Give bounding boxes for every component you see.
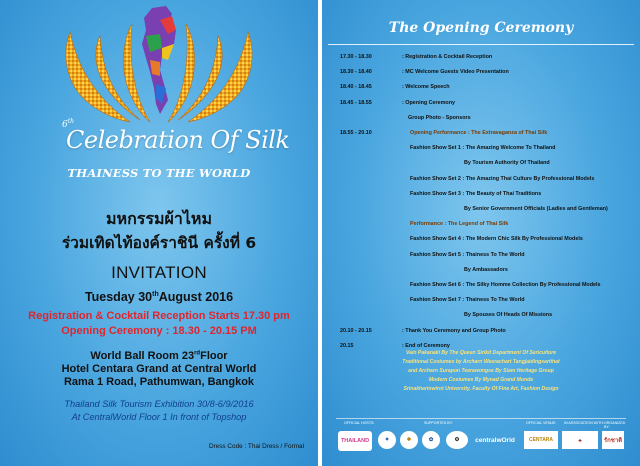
event-date: Tuesday 30thAugust 2016 xyxy=(84,290,234,304)
schedule-item-text: : The Silky Homme Collection By Professional Models xyxy=(462,282,601,288)
thailand-map-icon xyxy=(142,6,176,114)
schedule-item xyxy=(410,280,601,291)
schedule-item xyxy=(410,250,525,261)
schedule-item-text: : MC Welcome Guests Video Presentation xyxy=(402,69,509,76)
schedule-item xyxy=(402,67,509,78)
schedule-row xyxy=(322,52,640,63)
department-seal-icon: ✿ xyxy=(422,431,440,449)
schedule-item xyxy=(410,143,555,154)
schedule-row xyxy=(322,234,640,245)
rakthai-logo: รักชาติ xyxy=(602,431,624,449)
silk-ornament-icon xyxy=(0,0,318,140)
schedule-time: 20.15 xyxy=(340,342,354,349)
association-logo-icon: ✚ xyxy=(562,431,598,449)
schedule-item-text: By Tourism Authority Of Thailand xyxy=(464,160,550,167)
schedule-row xyxy=(322,158,640,169)
schedule-item-label: Fashion Show Set 5 xyxy=(410,251,461,258)
schedule-item-text: : The Amazing Welcome To Thailand xyxy=(462,145,556,152)
schedule-row xyxy=(322,295,640,306)
official-hosts-label: OFFICIAL HOSTS: xyxy=(344,421,375,425)
dress-code: Dress Code : Thai Dress / Formal xyxy=(208,443,304,450)
schedule-time: 17.30 - 18.30 xyxy=(340,54,372,60)
schedule-row xyxy=(322,113,640,124)
schedule-item-text: : Thank You Ceremony and Group Photo xyxy=(402,327,506,334)
queen-seal-icon: ❖ xyxy=(400,431,418,449)
schedule-item xyxy=(464,204,608,215)
schedule-panel xyxy=(322,0,640,466)
venue-room: World Ball Room 23rdFloor xyxy=(90,350,228,362)
sponsor-strip xyxy=(336,418,626,458)
schedule-item-text: : The Amazing Thai Culture By Professional Models xyxy=(462,175,595,182)
schedule-item-text: : Registration & Cocktail Reception xyxy=(402,54,493,60)
credits-block xyxy=(322,349,640,394)
schedule-row xyxy=(322,280,640,291)
credit-line: Traditional Costumes by Archarn Weerachart Tangjaidingsarithat xyxy=(402,359,560,365)
schedule-row xyxy=(322,82,640,93)
schedule-item-label: Fashion Show Set 1 xyxy=(410,145,461,152)
schedule-row xyxy=(322,189,640,200)
organized-by-label: ORGANIZED BY: xyxy=(604,421,626,429)
credit-line: Srinakharinwirot University, Faculty Of Fine Art, Fashion Design xyxy=(403,386,559,392)
centara-logo: CENTARA xyxy=(524,431,558,449)
schedule-item-text: By Senior Government Officials (Ladies and Gentleman) xyxy=(464,206,608,212)
schedule-item-text: Group Photo - Sponsors xyxy=(408,114,471,121)
schedule-time: 18.30 - 18.40 xyxy=(340,69,372,76)
edition-number: 6th xyxy=(62,118,75,130)
schedule-time: 20.10 - 20.15 xyxy=(340,327,372,334)
exhibition-location: At CentralWorld Floor 1 In front of Topshop xyxy=(71,412,247,422)
schedule-item-text: By Ambassadors xyxy=(464,266,508,273)
registration-time: Registration & Cocktail Reception Starts 17.30 pm xyxy=(28,310,290,322)
schedule-item-text: : End of Ceremony xyxy=(402,342,450,349)
supported-by-label: SUPPORTED BY: xyxy=(424,421,453,425)
schedule-time: 18.45 - 18.55 xyxy=(340,99,372,106)
credit-line: Vain Pakanaki By The Queen Sirikit Department Of Sericulture xyxy=(405,350,557,356)
schedule-item-text: : The Legend of Thai Silk xyxy=(444,221,509,228)
schedule-item xyxy=(410,234,583,245)
event-title: Celebration Of Silk xyxy=(66,126,290,154)
schedule-item-text: : Opening Ceremony xyxy=(402,99,456,106)
schedule-item xyxy=(410,128,547,139)
schedule-item-text: : Thainess To The World xyxy=(462,251,525,258)
schedule-row xyxy=(322,310,640,321)
venue-address: Rama 1 Road, Pathumwan, Bangkok xyxy=(63,376,255,388)
schedule-title: The Opening Ceremony xyxy=(388,20,574,36)
official-venue-label: OFFICIAL VENUE: xyxy=(526,421,557,425)
schedule-item xyxy=(464,158,550,169)
schedule-item-text: : The Extravaganza of Thai Silk xyxy=(467,130,548,136)
schedule-item xyxy=(410,189,541,200)
credit-line: and Archarn Surapon Teerawongse By Siam Heritage Group xyxy=(408,368,554,374)
schedule-item-text: : Thainess To The World xyxy=(462,297,525,304)
event-tagline: THAINESS TO THE WORLD xyxy=(67,166,251,180)
amazing-thailand-logo: THAILAND xyxy=(338,431,372,451)
schedule-row xyxy=(322,250,640,261)
venue-hotel: Hotel Centara Grand at Central World xyxy=(61,363,257,375)
opening-time: Opening Ceremony : 18.30 - 20.15 PM xyxy=(61,325,257,337)
schedule-item-label: Fashion Show Set 3 xyxy=(410,190,461,197)
schedule-item xyxy=(410,295,525,306)
schedule-item xyxy=(402,326,506,337)
schedule-item-label: Opening Performance xyxy=(410,130,467,136)
schedule-item-label: Fashion Show Set 7 xyxy=(410,297,461,304)
schedule-row xyxy=(322,143,640,154)
schedule-item xyxy=(410,219,508,230)
schedule-time: 18.55 - 20.10 xyxy=(340,130,372,136)
title-divider xyxy=(328,44,634,45)
schedule-item xyxy=(402,82,450,93)
centralworld-logo: centralwOrld xyxy=(475,436,515,444)
supporter-logo-icon: ⚙ xyxy=(446,431,468,449)
schedule-item-label: Fashion Show Set 2 xyxy=(410,175,461,182)
schedule-item xyxy=(408,113,471,124)
ministry-seal-icon: ✦ xyxy=(378,431,396,449)
schedule-row xyxy=(322,219,640,230)
schedule-row xyxy=(322,265,640,276)
schedule-row xyxy=(322,67,640,78)
schedule-item xyxy=(464,310,552,321)
schedule-item xyxy=(410,174,594,185)
schedule-item xyxy=(464,265,508,276)
credit-line: Modern Costumes By Mynad Grand Monde xyxy=(428,377,534,383)
invitation-heading: INVITATION xyxy=(111,263,207,282)
thai-title-line-2: ร่วมเทิดไท้องค์ราชินี ครั้งที่ 6 xyxy=(61,234,257,252)
thai-title-line-1: มหกรรมผ้าไหม xyxy=(105,209,212,228)
exhibition-dates: Thailand Silk Tourism Exhibition 30/8-6/9/2016 xyxy=(64,399,254,409)
schedule-item-text: : The Beauty of Thai Traditions xyxy=(462,190,542,197)
schedule-item-label: Performance xyxy=(410,221,443,228)
schedule-item-label: Fashion Show Set 6 xyxy=(410,282,461,288)
invitation-panel xyxy=(0,0,318,466)
schedule-row xyxy=(322,98,640,109)
schedule-item xyxy=(402,98,455,109)
association-label: IN ASSOCIATION WITH: xyxy=(564,421,604,425)
schedule-time: 18.40 - 18.45 xyxy=(340,84,372,91)
schedule-item-label: Fashion Show Set 4 xyxy=(410,236,461,243)
schedule-row xyxy=(322,204,640,215)
schedule-row xyxy=(322,174,640,185)
schedule-row xyxy=(322,128,640,139)
schedule-row xyxy=(322,326,640,337)
schedule-item xyxy=(402,52,492,63)
schedule-item-text: : Welcome Speech xyxy=(402,84,450,91)
schedule-item-text: By Spouses Of Heads Of Missions xyxy=(464,312,553,319)
schedule-item-text: : The Modern Chic Silk By Professional Models xyxy=(462,236,583,243)
